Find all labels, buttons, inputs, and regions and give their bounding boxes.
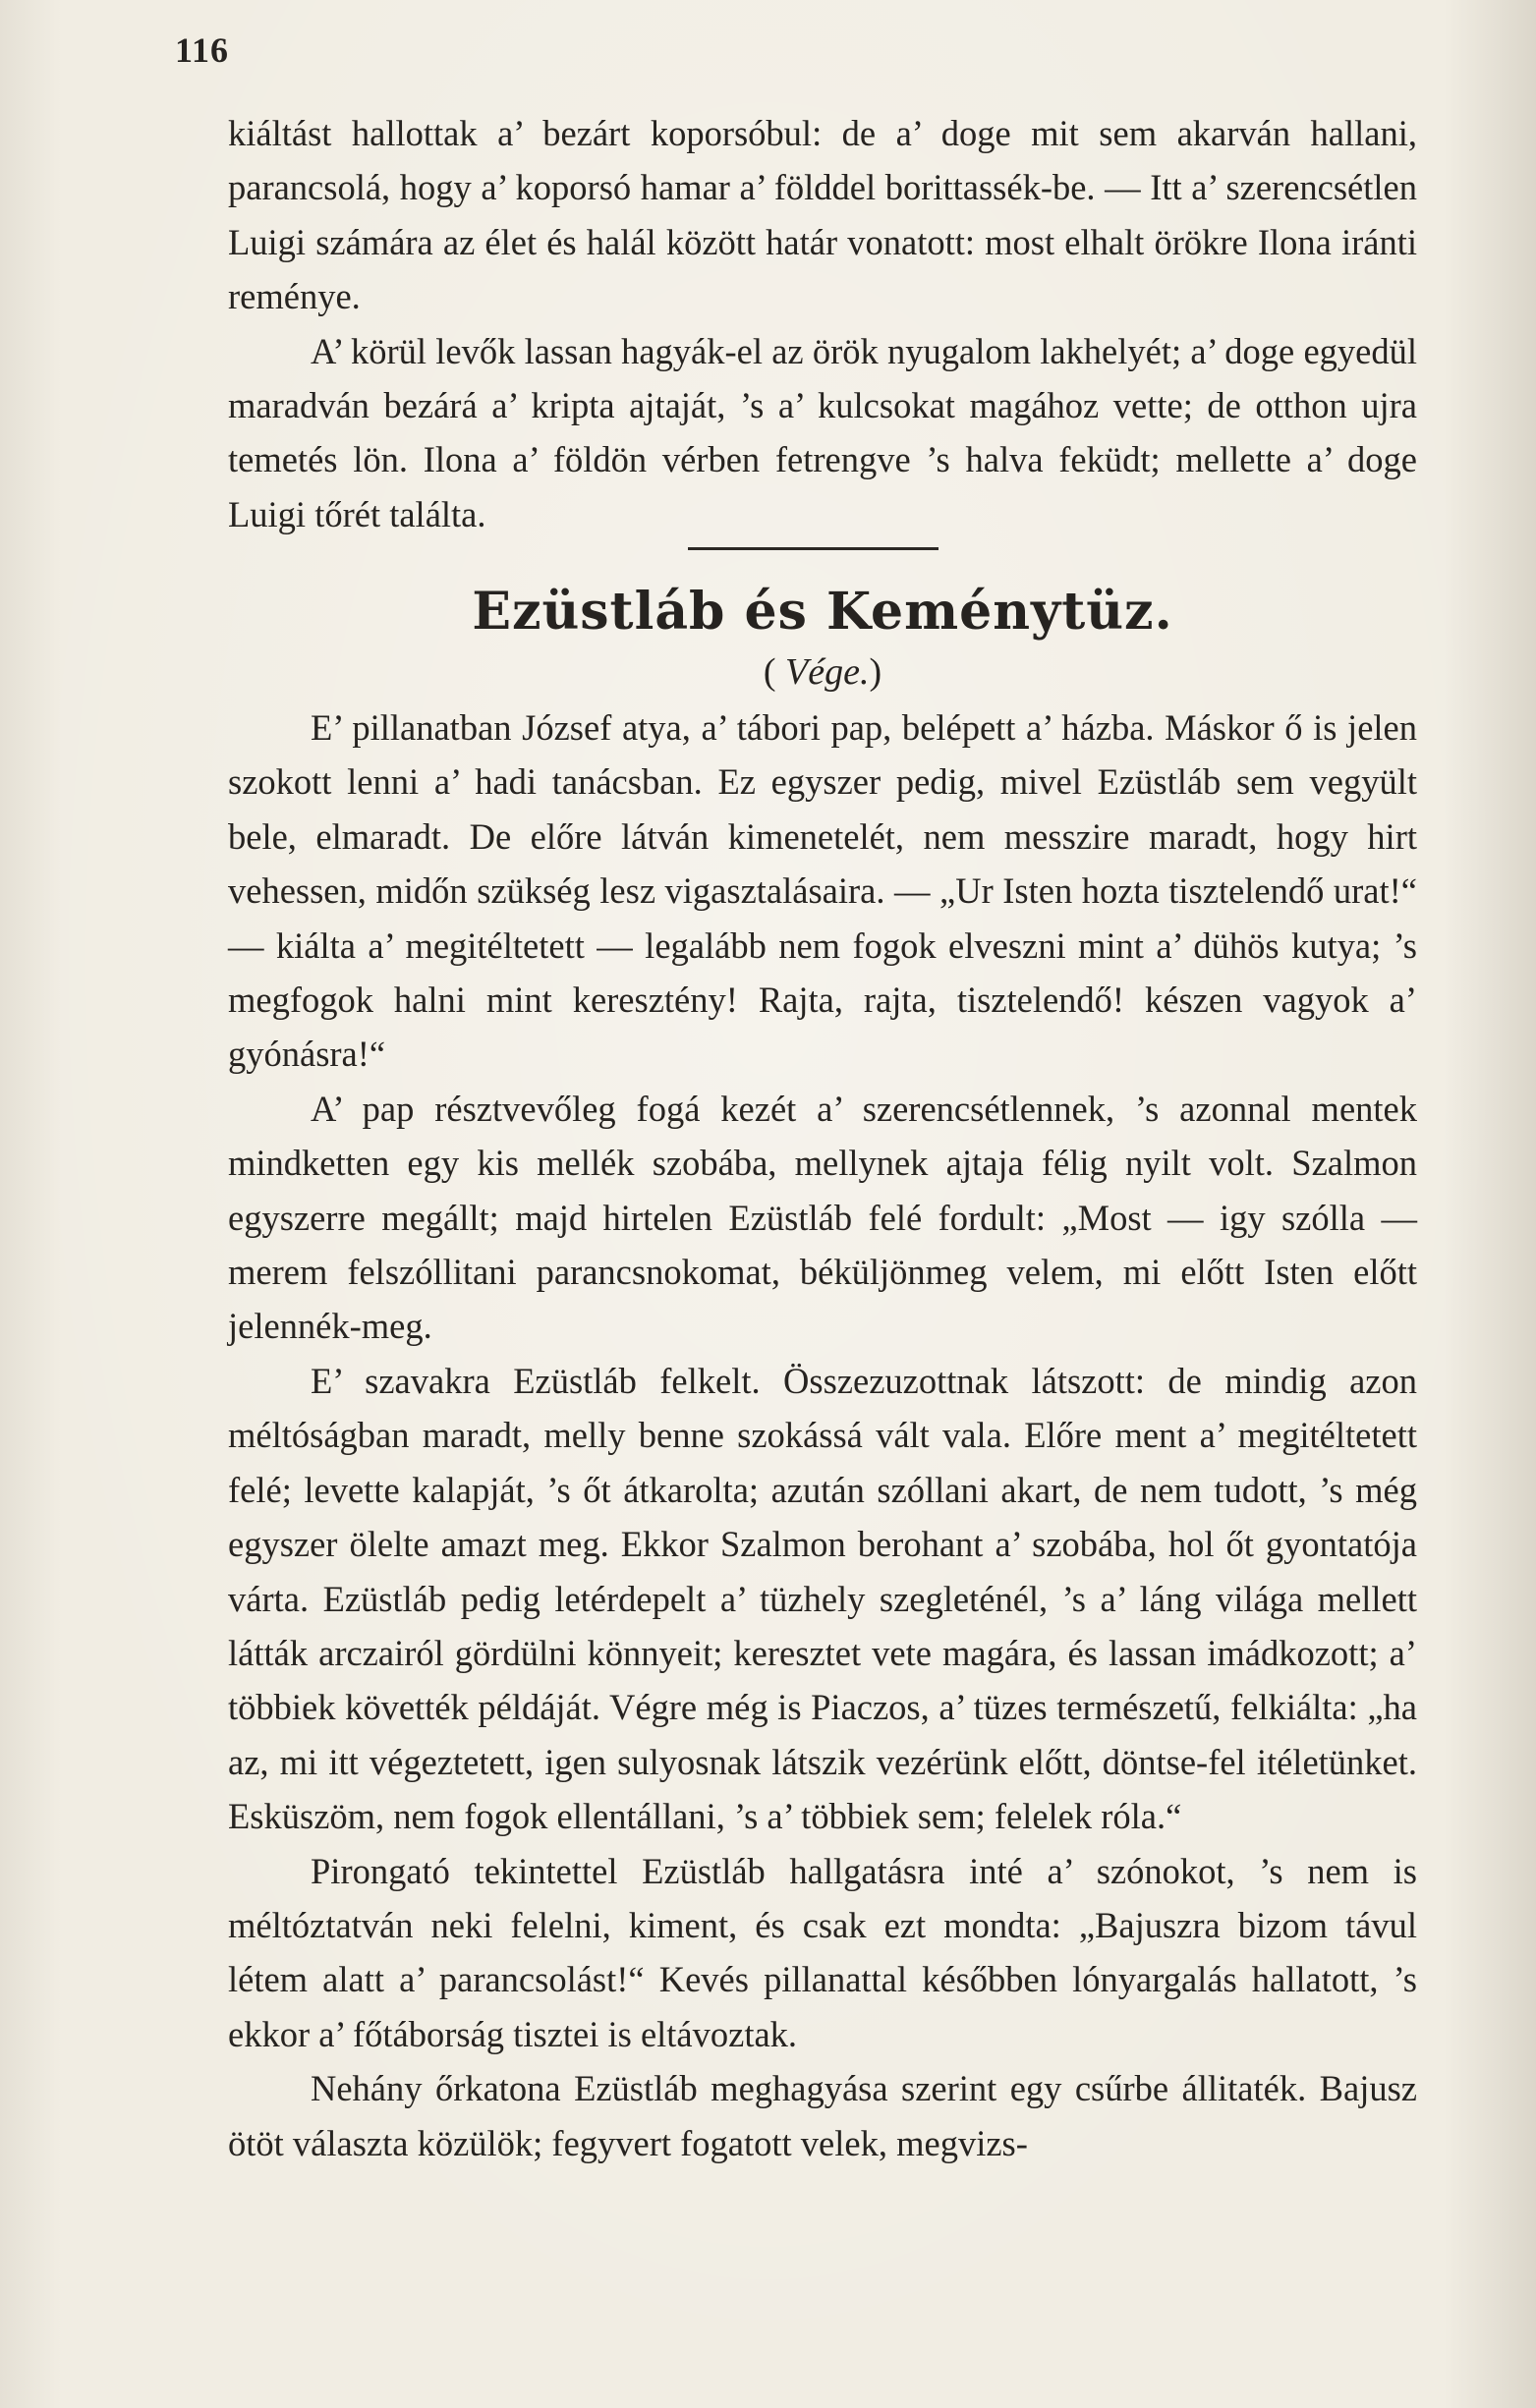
paragraph: E’ szavakra Ezüstláb felkelt. Összezuzottnak látszott: de mindig azon méltóságban maradt, melly benne szokássá vált vala. Előre ment a’ megitéltetett felé; levette kalapját, ’s őt átkarolta; azután szóllani akart, de nem tudott, ’s még egyszer ölelte amazt meg. Ekkor Szalmon berohant a’ szobába, hol őt gyontatója várta. Ezüstláb pedig letérdepelt a’ tüzhely szegleténél, ’s a’ láng világa mellett látták arczairól gördülni könnyeit; keresztet vete magára, és lassan imádkozott; a’ többiek követték példáját. Végre még is Piaczos, a’ tüzes természetű, felkiálta: „ha az, mi itt végeztetett, igen sulyosnak látszik vezérünk előtt, döntse-fel itéletünket. Esküszöm, nem fogok ellentállani, ’s a’ többiek sem; felelek róla.“ bbox=[228, 1360, 1417, 1837]
subtitle-open-paren: ( bbox=[763, 651, 786, 693]
paragraph: Pirongató tekintettel Ezüstláb hallgatásra inté a’ szónokot, ’s nem is méltóztatván neki felelni, kiment, és csak ezt mondta: „Bajuszra bizom távul létem alatt a’ parancsolást!“ Kevés pillanattal későbben lónyargalás hallatott, ’s ekkor a’ főtáborság tisztei is eltávoztak. bbox=[228, 1850, 1417, 2054]
story-subtitle bbox=[228, 650, 1417, 694]
paragraph: E’ pillanatban József atya, a’ tábori pap, belépett a’ házba. Máskor ő is jelen szokott lenni a’ hadi tanácsban. Ez egyszer pedig, mivel Ezüstláb sem vegyült bele, elmaradt. De előre látván kimenetelét, nem messzire maradt, hogy hirt vehessen, midőn szükség lesz vigasztalásaira. — „Ur Isten hozta tisztelendő urat!“ — kiálta a’ megitéltetett — legalább nem fogok elveszni mint a’ dühös kutya; ’s megfogok halni mint keresztény! Rajta, rajta, tisztelendő! készen vagyok a’ gyónásra!“ bbox=[228, 707, 1417, 1075]
paragraph: kiáltást hallottak a’ bezárt koporsóbul: de a’ doge mit sem akarván hallani, parancsolá, hogy a’ koporsó hamar a’ földdel borittassék-be. — Itt a’ szerencsétlen Luigi számára az élet és halál között határ vonatott: most elhalt örökre Ilona iránti reménye. bbox=[228, 113, 1417, 317]
story-body bbox=[228, 700, 1417, 2170]
preceding-chapter-ending bbox=[228, 106, 1417, 541]
page-number: 116 bbox=[175, 30, 230, 70]
story-title: Ezüstláb és Keménytüz. bbox=[472, 582, 1173, 642]
section-divider bbox=[688, 547, 939, 550]
paragraph: Nehány őrkatona Ezüstláb meghagyása szerint egy csűrbe állitaték. Bajusz ötöt választa közülök; fegyvert fogatott velek, megvizs- bbox=[228, 2068, 1417, 2163]
paragraph: A’ körül levők lassan hagyák-el az örök nyugalom lakhelyét; a’ doge egyedül maradván bezárá a’ kripta ajtaját, ’s a’ kulcsokat magához vette; de otthon ujra temetés lön. Ilona a’ földön vérben fetrengve ’s halva feküdt; mellette a’ doge Luigi tőrét találta. bbox=[228, 330, 1417, 534]
subtitle-word: Vége. bbox=[785, 651, 870, 693]
paragraph: A’ pap résztvevőleg fogá kezét a’ szerencsétlennek, ’s azonnal mentek mindketten egy kis mellék szobába, mellynek ajtaja félig nyilt volt. Szalmon egyszerre megállt; majd hirtelen Ezüstláb felé fordult: „Most — igy szólla — merem felszóllitani parancsnokomat, béküljönmeg velem, mi előtt Isten előtt jelennék-meg. bbox=[228, 1088, 1417, 1347]
subtitle-close-paren: ) bbox=[869, 651, 882, 693]
